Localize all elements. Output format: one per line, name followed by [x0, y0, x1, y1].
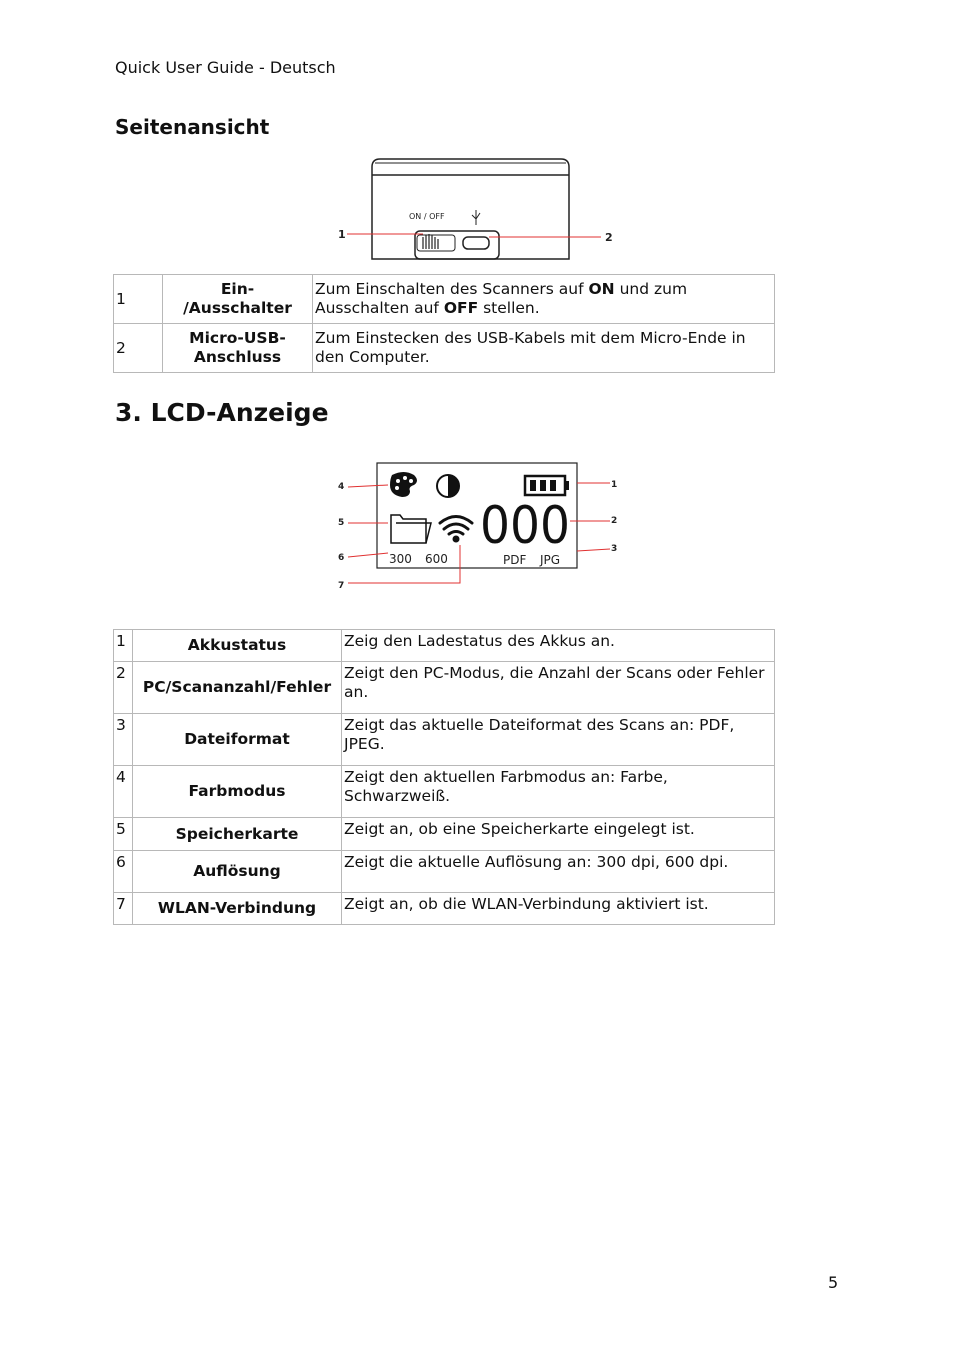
page-number: 5	[828, 1273, 839, 1292]
table-row	[114, 851, 775, 893]
indicator-description: Zeigt an, ob die WLAN-Verbindung aktiviert ist.	[342, 893, 775, 925]
component-description: Zum Einstecken des USB-Kabels mit dem Micro-Ende in den Computer.	[313, 324, 775, 373]
indicator-description: Zeigt den aktuellen Farbmodus an: Farbe, Schwarzweiß.	[342, 766, 775, 818]
table-row	[114, 766, 775, 818]
table-row	[114, 893, 775, 925]
usb-icon	[472, 210, 480, 225]
callout-4: 4	[338, 482, 345, 492]
callout-3: 3	[611, 544, 618, 554]
indicator-description: Zeig den Ladestatus des Akkus an.	[342, 630, 775, 662]
indicator-name: Speicherkarte	[133, 818, 342, 851]
indicator-description: Zeigt den PC-Modus, die Anzahl der Scans oder Fehler an.	[342, 662, 775, 714]
row-number: 3	[114, 714, 133, 766]
section-heading-side-view: Seitenansicht	[115, 115, 270, 139]
micro-usb-port	[463, 237, 489, 249]
side-view-table	[113, 274, 775, 373]
scanner-body	[372, 159, 569, 259]
on-off-label: ON / OFF	[409, 212, 445, 221]
table-row	[114, 714, 775, 766]
indicator-description: Zeigt das aktuelle Dateiformat des Scans an: PDF, JPEG.	[342, 714, 775, 766]
section-heading-lcd: 3. LCD-Anzeige	[115, 398, 329, 427]
row-number: 4	[114, 766, 133, 818]
indicator-name: Akkustatus	[133, 630, 342, 662]
indicator-name: Auflösung	[133, 851, 342, 893]
power-switch	[415, 231, 499, 259]
indicator-description: Zeigt die aktuelle Auflösung an: 300 dpi, 600 dpi.	[342, 851, 775, 893]
callout-5: 5	[338, 518, 345, 528]
running-header: Quick User Guide - Deutsch	[115, 58, 336, 77]
format-pdf: PDF	[503, 553, 527, 567]
row-number: 1	[114, 630, 133, 662]
format-jpg: JPG	[540, 553, 561, 567]
indicator-name: Farbmodus	[133, 766, 342, 818]
lcd-display-figure	[330, 455, 630, 595]
component-name: Ein- /Ausschalter	[163, 275, 313, 324]
row-number: 6	[114, 851, 133, 893]
indicator-name: WLAN-Verbindung	[133, 893, 342, 925]
callout-7: 7	[338, 581, 345, 591]
indicator-name: PC/Scananzahl/Fehler	[133, 662, 342, 714]
callout-6: 6	[338, 553, 345, 563]
lcd-digits: 000	[480, 496, 570, 556]
table-row	[114, 818, 775, 851]
row-number: 1	[114, 275, 163, 324]
table-row	[114, 662, 775, 714]
row-number: 5	[114, 818, 133, 851]
table-row	[114, 275, 775, 324]
indicator-name: Dateiformat	[133, 714, 342, 766]
indicator-description: Zeigt an, ob eine Speicherkarte eingelegt ist.	[342, 818, 775, 851]
scanner-side-view-figure	[335, 155, 625, 265]
contrast-icon	[437, 475, 459, 497]
component-description: Zum Einschalten des Scanners auf ON und zum Ausschalten auf OFF stellen.	[313, 275, 775, 324]
row-number: 7	[114, 893, 133, 925]
row-number: 2	[114, 662, 133, 714]
resolution-300: 300	[389, 552, 412, 566]
callout-1: 1	[611, 480, 618, 490]
lcd-table	[113, 629, 775, 925]
wifi-dot-icon	[453, 536, 460, 543]
callout-2: 2	[605, 231, 613, 244]
resolution-600: 600	[425, 552, 448, 566]
table-row	[114, 324, 775, 373]
callout-2: 2	[611, 516, 618, 526]
table-row	[114, 630, 775, 662]
callout-1: 1	[338, 228, 346, 241]
component-name: Micro-USB- Anschluss	[163, 324, 313, 373]
row-number: 2	[114, 324, 163, 373]
